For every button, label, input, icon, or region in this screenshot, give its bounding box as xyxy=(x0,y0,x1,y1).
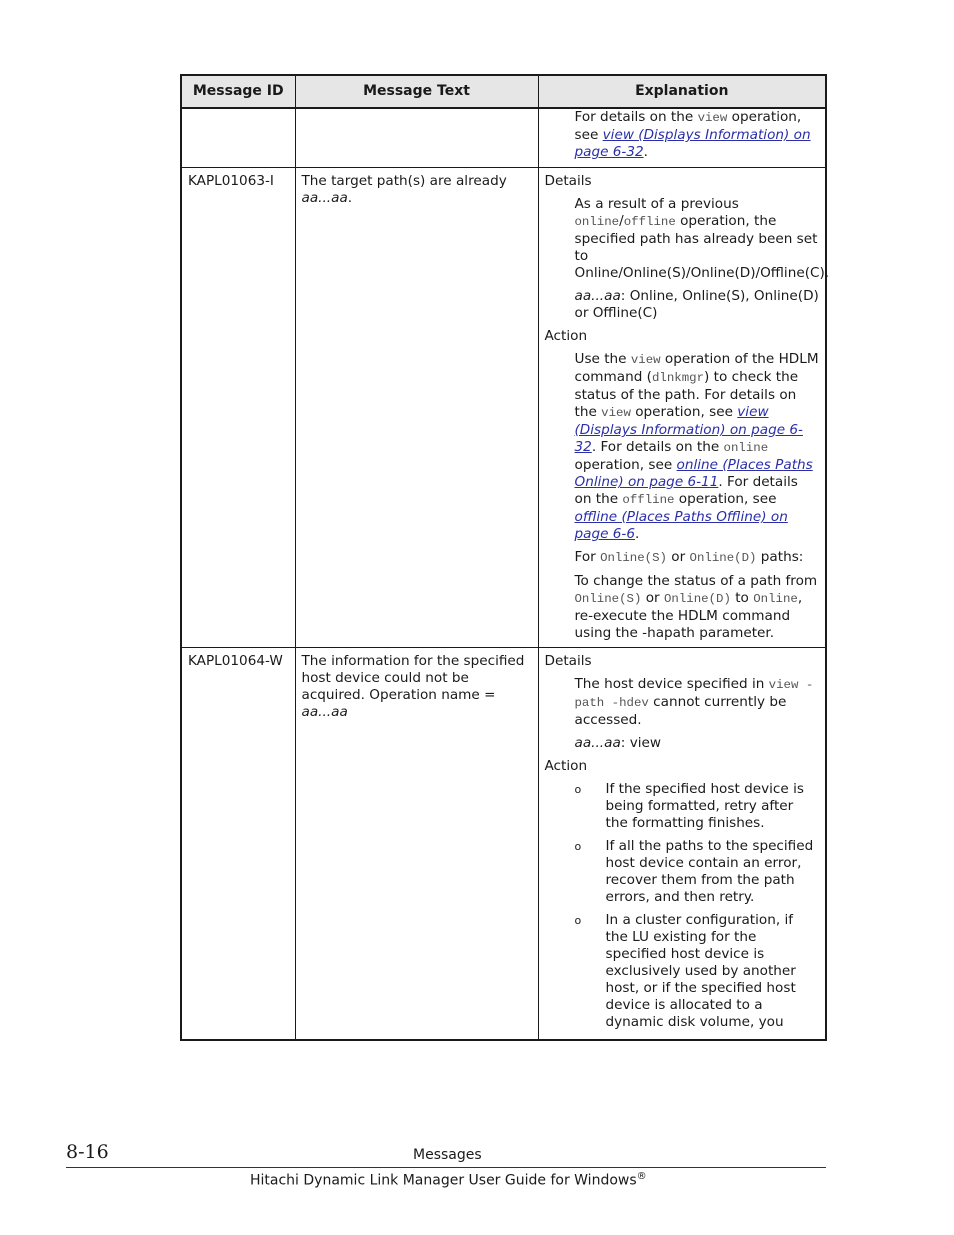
list-item-text: If the specified host device is being formatted, retry after the formatting finishes. xyxy=(605,781,804,831)
text: cannot currently be accessed. xyxy=(574,694,787,728)
bullet-icon: o xyxy=(574,840,582,853)
text: : Online, Online(S), Online(D) or Offline(C) xyxy=(574,288,819,321)
registered-mark: ® xyxy=(636,1171,647,1182)
table-row-kapl01063 xyxy=(181,168,826,648)
cell-message-text xyxy=(295,168,538,648)
code-online-d: Online(D) xyxy=(663,592,731,606)
code-online-s: Online(S) xyxy=(600,551,667,565)
list-item xyxy=(575,781,820,832)
table-row-kapl01064 xyxy=(181,648,826,1041)
footer-guide-title xyxy=(250,1171,647,1189)
action-label: Action xyxy=(544,758,588,774)
code-online: online xyxy=(723,441,769,455)
text: operation, see xyxy=(574,457,677,473)
text: operation, the specified path has already been set to Online/Online(S)/Online(D)/Offline(C). xyxy=(574,213,830,281)
cell-id-empty xyxy=(181,108,295,168)
cell-message-id: KAPL01063-I xyxy=(181,168,295,648)
code-online: Online xyxy=(753,592,798,606)
text: : view xyxy=(620,735,662,751)
table-row-continued xyxy=(181,108,826,168)
list-item xyxy=(575,912,820,1031)
text: operation, see xyxy=(630,404,738,420)
header-explanation: Explanation xyxy=(538,75,826,108)
link-online-page[interactable]: online (Places Paths Online) on page 6-11 xyxy=(574,457,813,490)
details-label: Details xyxy=(544,653,592,669)
table-header-row xyxy=(181,75,826,108)
action-bullet-list xyxy=(575,781,820,1031)
action-label: Action xyxy=(544,328,588,344)
messages-table xyxy=(180,74,830,1041)
code-dlnkmgr: dlnkmgr xyxy=(651,371,705,385)
text: As a result of a previous xyxy=(574,196,739,212)
code-view-path-hdev: view -path -hdev xyxy=(574,678,814,710)
cell-explanation-continued xyxy=(538,108,826,168)
text: . For details on the xyxy=(574,474,798,507)
link-view-page[interactable]: view (Displays Information) on page 6-32 xyxy=(574,127,811,160)
cell-text-empty xyxy=(295,108,538,168)
text: to xyxy=(730,590,754,606)
list-item-text: If all the paths to the specified host device contain an error, recover them from the path errors, and then retry. xyxy=(605,838,814,905)
text: / xyxy=(619,213,624,229)
bullet-icon: o xyxy=(574,914,582,927)
link-view-page[interactable]: view (Displays Information) on page 6-32 xyxy=(574,404,803,455)
code-offline: offline xyxy=(622,493,675,507)
text: Use the xyxy=(574,351,631,367)
page-number: 8-16 xyxy=(66,1141,109,1163)
code-online: online xyxy=(574,215,620,229)
header-message-id: Message ID xyxy=(181,75,295,108)
details-label: Details xyxy=(544,173,592,189)
list-item xyxy=(575,838,820,906)
variable: aa...aa xyxy=(301,190,348,206)
details-variable-paragraph xyxy=(575,735,820,752)
text: For details on the xyxy=(574,109,698,125)
text: The information for the specified host device could not be acquired. Operation name = xyxy=(301,653,525,703)
footer-divider xyxy=(66,1167,826,1168)
footer-section-title: Messages xyxy=(413,1147,482,1163)
link-offline-page[interactable]: offline (Places Paths Offline) on page 6-6 xyxy=(574,509,788,542)
text: , re-execute the HDLM command using the -hapath parameter. xyxy=(574,590,803,641)
bullet-icon: o xyxy=(574,783,582,796)
text: or xyxy=(641,590,664,606)
cell-message-text xyxy=(295,648,538,1041)
header-message-text: Message Text xyxy=(295,75,538,108)
text: To change the status of a path from xyxy=(574,573,818,589)
text: . xyxy=(643,144,648,160)
variable: aa...aa xyxy=(301,704,348,720)
code-online-d: Online(D) xyxy=(689,551,757,565)
text: The target path(s) are already xyxy=(301,173,507,189)
text: . xyxy=(347,190,353,206)
details-variable-paragraph xyxy=(575,288,820,322)
action-paths-paragraph xyxy=(575,549,820,567)
variable: aa...aa xyxy=(574,735,621,751)
code-view: view xyxy=(630,353,661,367)
text: paths: xyxy=(756,549,804,565)
cell-message-id: KAPL01064-W xyxy=(181,648,295,1041)
cell-explanation xyxy=(538,168,830,648)
cell-explanation xyxy=(538,648,826,1041)
code-view: view xyxy=(697,111,728,125)
text: The host device specified in xyxy=(574,676,769,692)
code-view: view xyxy=(601,406,631,420)
text: ) to check the status of the path. For details on the xyxy=(574,369,799,420)
code-online-s: Online(S) xyxy=(574,592,642,606)
guide-title-text: Hitachi Dynamic Link Manager User Guide for Windows xyxy=(250,1172,637,1189)
code-offline: offline xyxy=(623,215,676,229)
details-paragraph xyxy=(575,676,820,729)
continued-paragraph xyxy=(575,109,820,161)
text: or xyxy=(666,549,690,565)
text: . For details on the xyxy=(591,439,724,455)
action-change-paragraph xyxy=(575,573,820,642)
text: For xyxy=(574,549,601,565)
list-item-text: In a cluster configuration, if the LU existing for the specified host device is exclusively used by another host, or if the specified host device is allocated to a dynamic disk volume, you xyxy=(605,912,796,1030)
variable: aa...aa xyxy=(574,288,621,304)
text: operation of the HDLM command ( xyxy=(574,351,819,385)
text: operation, see xyxy=(674,491,777,507)
text: . xyxy=(634,526,640,542)
details-paragraph xyxy=(574,196,830,282)
action-paragraph xyxy=(575,351,820,543)
text: operation, see xyxy=(574,109,802,143)
